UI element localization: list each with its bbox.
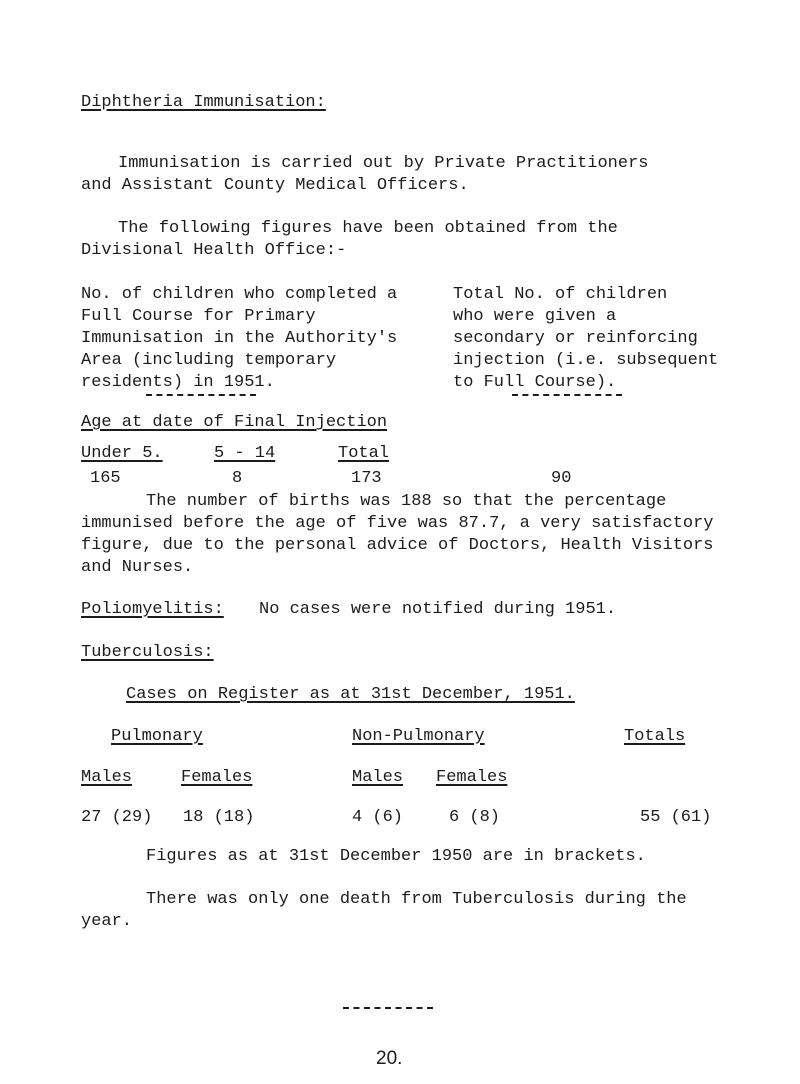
value-5-14: 8 [232,469,243,488]
polio-text: No cases were notified during 1951. [259,600,617,619]
tb-value-nonpulm-females: 6 (8) [449,808,501,827]
intro-line-1: Immunisation is carried out by Private Practitioners [118,154,649,173]
tb-death-line-1: There was only one death from Tuberculosis during the [146,890,687,909]
value-under-5: 165 [90,469,121,488]
header-under-5: Under 5. [81,444,163,463]
header-5-14: 5 - 14 [214,444,276,463]
tb-death-line-2: year. [81,912,133,931]
age-heading: Age at date of Final Injection [81,413,388,432]
completed-course-description [81,284,397,394]
percentage-line-2: immunised before the age of five was 87.7, a very satisfactory [81,514,714,533]
header-total: Total [338,444,390,463]
tb-header-females: Females [436,768,508,787]
right-col-line: secondary or reinforcing [453,329,698,348]
tb-value-pulm-females: 18 (18) [183,808,255,827]
left-col-line: No. of children who completed a [81,285,398,304]
tb-brackets-note: Figures as at 31st December 1950 are in brackets. [146,847,646,866]
tb-register-heading: Cases on Register as at 31st December, 1951. [126,685,575,704]
right-col-line: Total No. of children [453,285,668,304]
dashed-divider [512,394,622,396]
percentage-line-3: figure, due to the personal advice of Doctors, Health Visitors [81,536,714,555]
right-col-line: injection (i.e. subsequent [453,351,719,370]
value-reinforcing: 90 [551,469,572,488]
tb-header-pulmonary: Pulmonary [111,727,203,746]
intro-line-2: and Assistant County Medical Officers. [81,176,469,195]
tb-value-nonpulm-males: 4 (6) [352,808,404,827]
following-line-2: Divisional Health Office:- [81,241,347,260]
dashed-divider [343,1007,433,1009]
diphtheria-heading: Diphtheria Immunisation: [81,93,326,112]
polio-heading: Poliomyelitis: [81,600,224,619]
left-col-line: Immunisation in the Authority's [81,329,398,348]
tb-heading: Tuberculosis: [81,643,214,662]
percentage-line-4: and Nurses. [81,558,194,577]
value-total: 173 [351,469,382,488]
following-line-1: The following figures have been obtained from the [118,219,618,238]
left-col-line: Full Course for Primary [81,307,316,326]
tb-value-totals: 55 (61) [640,808,712,827]
right-col-line: to Full Course). [453,373,617,392]
left-col-line: residents) in 1951. [81,373,275,392]
tb-header-females: Females [181,768,253,787]
percentage-line-1: The number of births was 188 so that the percentage [146,492,667,511]
reinforcing-description [453,284,718,394]
tb-value-pulm-males: 27 (29) [81,808,153,827]
tb-header-males: Males [81,768,133,787]
right-col-line: who were given a [453,307,617,326]
tb-header-non-pulmonary: Non-Pulmonary [352,727,485,746]
page-number: 20. [376,1048,403,1069]
dashed-divider [146,394,256,396]
left-col-line: Area (including temporary [81,351,337,370]
tb-header-totals: Totals [624,727,686,746]
tb-header-males: Males [352,768,404,787]
